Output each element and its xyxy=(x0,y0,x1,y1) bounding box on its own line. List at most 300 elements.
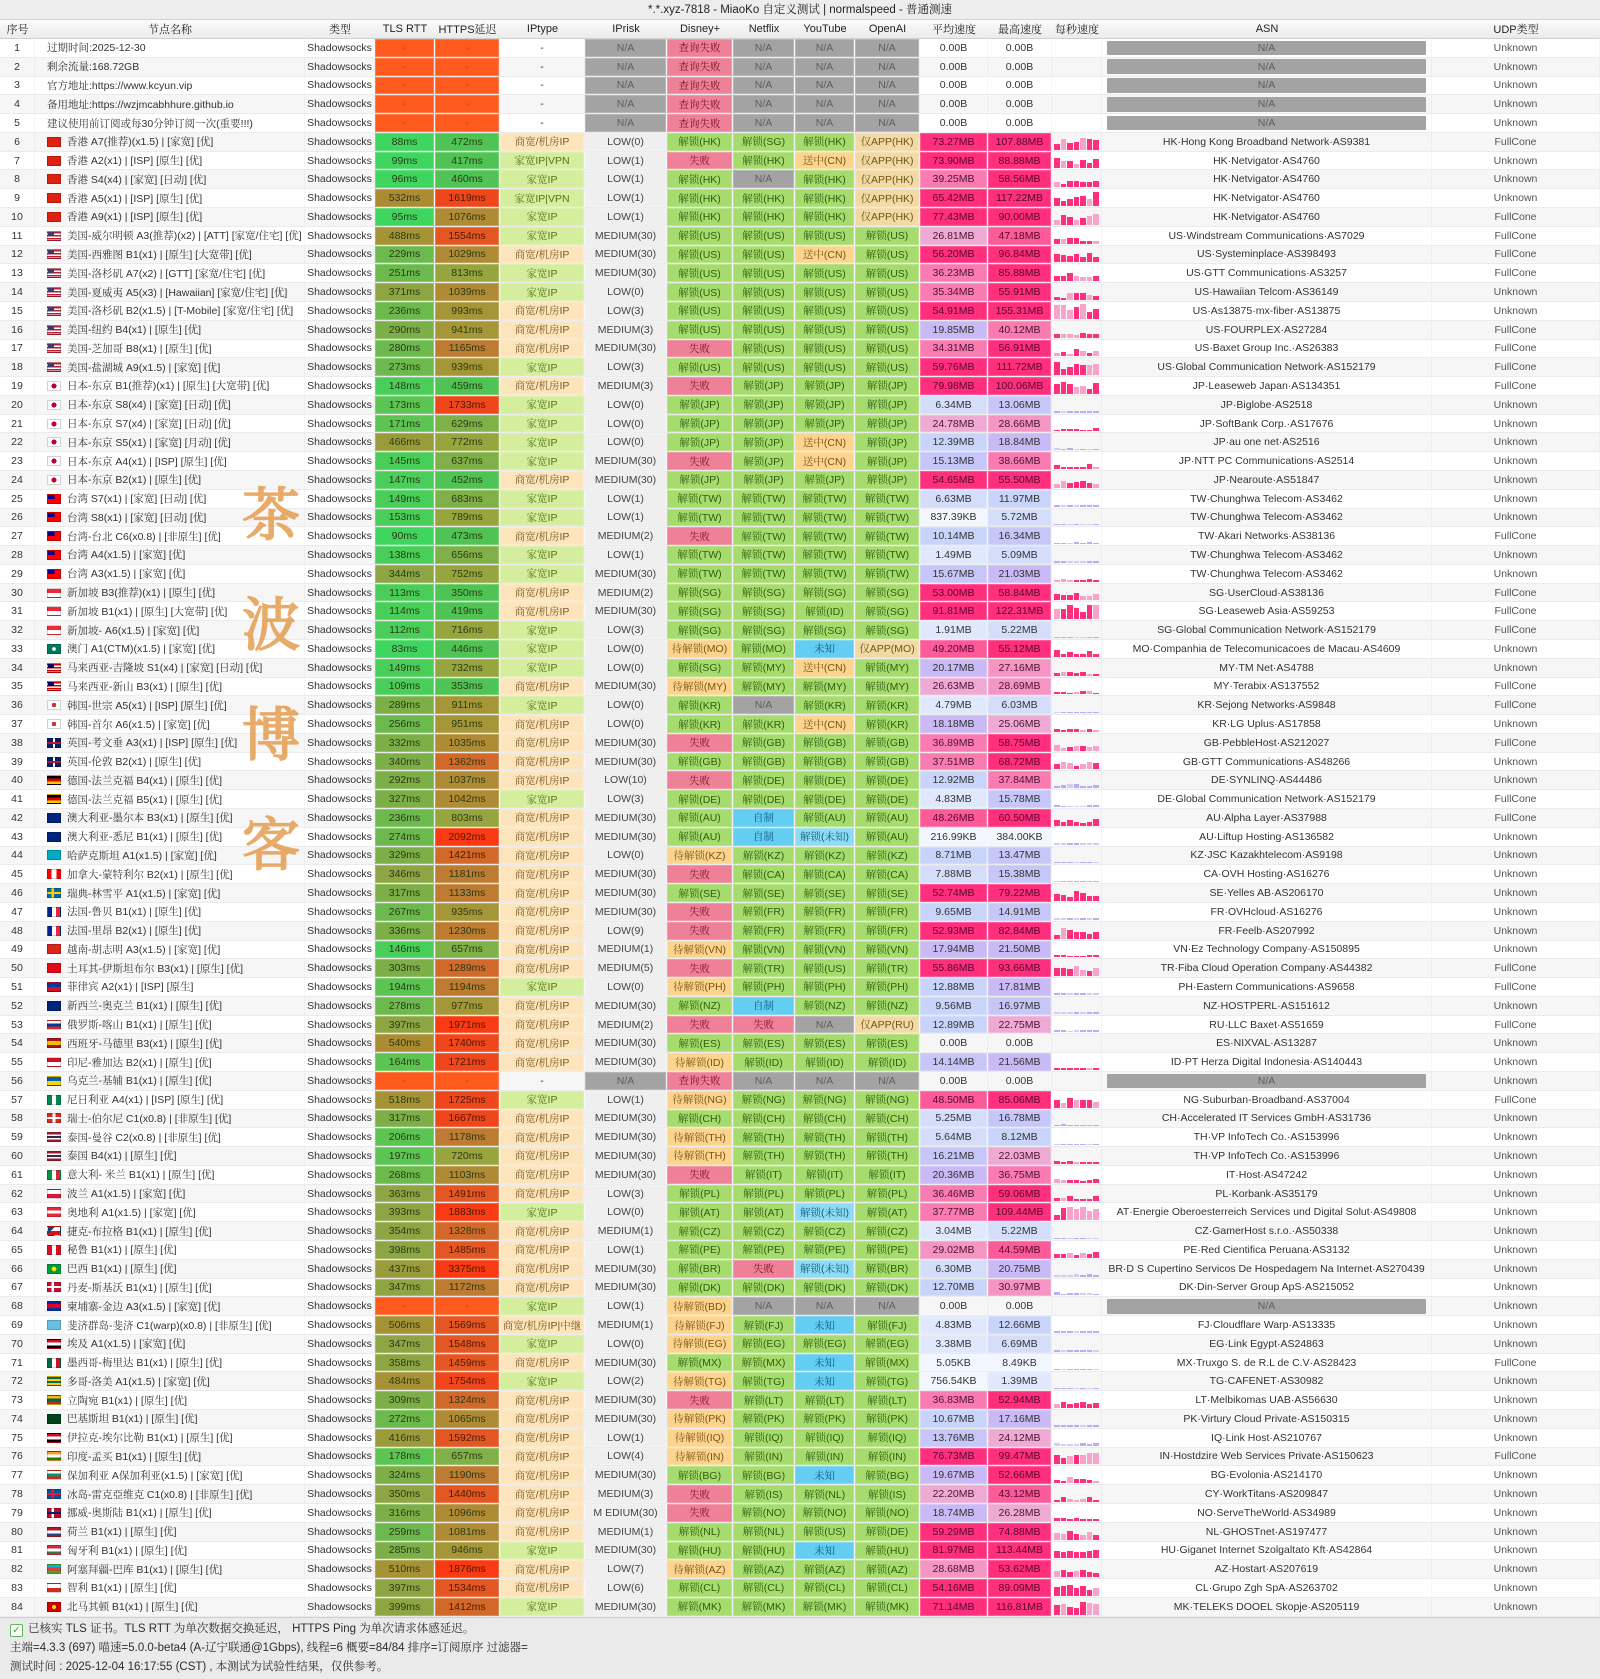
footer-note-line2: 主端=4.3.3 (697) 喵速=5.0.0-beta4 (A-辽宁联通@1Gbps), 线程=6 概要=84/84 排序=订阅原序 过滤器= xyxy=(10,1641,528,1654)
speed-sparkline xyxy=(1052,678,1101,696)
cell-per-second-speed xyxy=(1052,1429,1102,1447)
cell-per-second-speed xyxy=(1052,527,1102,545)
cell-asn: US·Hawaiian Telcom·AS36149 xyxy=(1102,283,1432,301)
cell-asn: US·Windstream Communications·AS7029 xyxy=(1102,227,1432,245)
cell-iptype: 商宽/机房IP xyxy=(500,1053,585,1071)
cell-iprisk: M EDIUM(30) xyxy=(585,1504,667,1522)
country-flag-icon xyxy=(47,287,61,297)
cell-openai: 解锁(GB) xyxy=(855,734,920,752)
speed-sparkline xyxy=(1052,1542,1101,1560)
cell-udp-type: Unknown xyxy=(1432,659,1600,677)
cell-iptype: 家宽IP xyxy=(500,1542,585,1560)
cell-asn: MY·Terabix·AS137552 xyxy=(1102,678,1432,696)
cell-openai: 解锁(VN) xyxy=(855,941,920,959)
cell-disney-plus: 待解锁(PH) xyxy=(667,978,733,996)
cell-netflix: 解锁(DE) xyxy=(733,771,795,789)
cell-node-name xyxy=(35,1560,305,1578)
cell-netflix: 解锁(TH) xyxy=(733,1147,795,1165)
cell-netflix: 解锁(SG) xyxy=(733,621,795,639)
table-row xyxy=(0,114,1600,133)
cell-avg-speed: 28.68MB xyxy=(920,1560,988,1578)
cell-openai: 仅APP(HK) xyxy=(855,189,920,207)
cell-iprisk: MEDIUM(30) xyxy=(585,471,667,489)
cell-https-latency: 656ms xyxy=(435,546,500,564)
cell-disney-plus: 解锁(HK) xyxy=(667,208,733,226)
cell-iptype: 家宽IP xyxy=(500,1203,585,1221)
cell-openai: 解锁(JP) xyxy=(855,433,920,451)
cell-per-second-speed xyxy=(1052,1147,1102,1165)
cell-node-name xyxy=(35,565,305,583)
cell-iptype: 家宽IP xyxy=(500,1297,585,1315)
cell-asn: DE·Global Communication Network·AS152179 xyxy=(1102,790,1432,808)
cell-node-name xyxy=(35,527,305,545)
cell-openai: 解锁(FJ) xyxy=(855,1316,920,1334)
cell-per-second-speed xyxy=(1052,659,1102,677)
cell-youtube: 解锁(PH) xyxy=(795,978,855,996)
cell-type: Shadowsocks xyxy=(305,903,375,921)
cell-tls-rtt: 332ms xyxy=(375,734,435,752)
cell-type: Shadowsocks xyxy=(305,1316,375,1334)
cell-https-latency: 1065ms xyxy=(435,1410,500,1428)
cell-type: Shadowsocks xyxy=(305,340,375,358)
cell-node-name xyxy=(35,415,305,433)
cell-tls-rtt: 397ms xyxy=(375,1016,435,1034)
cell-udp-type: Unknown xyxy=(1432,1260,1600,1278)
cell-youtube: 解锁(FR) xyxy=(795,903,855,921)
cell-netflix: 解锁(CH) xyxy=(733,1110,795,1128)
cell-max-speed: 6.03MB xyxy=(988,696,1052,714)
country-flag-icon xyxy=(47,268,61,278)
cell-per-second-speed xyxy=(1052,696,1102,714)
cell-tls-rtt: 145ms xyxy=(375,452,435,470)
cell-per-second-speed xyxy=(1052,1166,1102,1184)
cell-asn: JP·Biglobe·AS2518 xyxy=(1102,396,1432,414)
cell-avg-speed: 14.14MB xyxy=(920,1053,988,1071)
cell-openai: 解锁(NZ) xyxy=(855,997,920,1015)
cell-https-latency: 1289ms xyxy=(435,959,500,977)
speed-sparkline xyxy=(1052,1485,1101,1503)
cell-netflix: 解锁(GB) xyxy=(733,753,795,771)
cell-type: Shadowsocks xyxy=(305,715,375,733)
cell-openai: 解锁(HU) xyxy=(855,1542,920,1560)
cell-openai: 解锁(CA) xyxy=(855,865,920,883)
cell-iptype: 商宽/机房IP xyxy=(500,321,585,339)
cell-iptype: 商宽/机房IP xyxy=(500,847,585,865)
cell-index: 5 xyxy=(0,114,35,132)
cell-node-name xyxy=(35,152,305,170)
cell-netflix: 解锁(HK) xyxy=(733,189,795,207)
cell-netflix: 解锁(FR) xyxy=(733,903,795,921)
cell-type: Shadowsocks xyxy=(305,396,375,414)
cell-disney-plus: 失败 xyxy=(667,922,733,940)
column-header-netflix: Netflix xyxy=(748,23,780,35)
cell-avg-speed: 48.26MB xyxy=(920,809,988,827)
cell-avg-speed: 0.00B xyxy=(920,1072,988,1090)
table-row xyxy=(0,133,1600,152)
cell-max-speed: 25.06MB xyxy=(988,715,1052,733)
cell-iptype: 家宽IP xyxy=(500,509,585,527)
node-name-label: 美国-西雅图 B1(x1) | [原生] [大宽带] [优] xyxy=(67,248,252,261)
cell-per-second-speed xyxy=(1052,490,1102,508)
cell-udp-type: Unknown xyxy=(1432,1316,1600,1334)
cell-iprisk: LOW(1) xyxy=(585,1091,667,1109)
table-row xyxy=(0,509,1600,528)
cell-per-second-speed xyxy=(1052,227,1102,245)
cell-index: 67 xyxy=(0,1279,35,1297)
table-row xyxy=(0,189,1600,208)
cell-avg-speed: 26.63MB xyxy=(920,678,988,696)
node-name-label: 澳大利亚-墨尔本 B3(x1) | [原生] [优] xyxy=(67,812,233,825)
table-row xyxy=(0,264,1600,283)
cell-index: 44 xyxy=(0,847,35,865)
cell-max-speed: 0.00B xyxy=(988,77,1052,95)
cell-disney-plus: 解锁(CH) xyxy=(667,1110,733,1128)
cell-openai: N/A xyxy=(855,95,920,113)
cell-max-speed: 28.69MB xyxy=(988,678,1052,696)
cell-youtube: 解锁(ES) xyxy=(795,1034,855,1052)
cell-avg-speed: 26.81MB xyxy=(920,227,988,245)
table-row xyxy=(0,1485,1600,1504)
cell-asn: JP·SoftBank Corp.·AS17676 xyxy=(1102,415,1432,433)
cell-asn: N/A xyxy=(1102,39,1432,57)
cell-netflix: 解锁(PK) xyxy=(733,1410,795,1428)
cell-disney-plus: 待解锁(BD) xyxy=(667,1297,733,1315)
cell-udp-type: Unknown xyxy=(1432,471,1600,489)
country-flag-icon xyxy=(47,381,61,391)
cell-youtube: 解锁(CZ) xyxy=(795,1222,855,1240)
cell-node-name xyxy=(35,77,305,95)
cell-netflix: 解锁(IQ) xyxy=(733,1429,795,1447)
speed-sparkline xyxy=(1052,302,1101,320)
cell-node-name xyxy=(35,659,305,677)
cell-per-second-speed xyxy=(1052,471,1102,489)
cell-per-second-speed xyxy=(1052,809,1102,827)
cell-per-second-speed xyxy=(1052,1504,1102,1522)
cell-node-name xyxy=(35,227,305,245)
cell-youtube: N/A xyxy=(795,1016,855,1034)
speed-sparkline xyxy=(1052,828,1101,846)
cell-netflix: 解锁(IN) xyxy=(733,1448,795,1466)
node-name-label: 伊拉克-埃尔比勒 B1(x1) | [原生] [优] xyxy=(67,1432,233,1445)
cell-asn: SG·Leaseweb Asia·AS59253 xyxy=(1102,602,1432,620)
speed-sparkline xyxy=(1052,114,1101,132)
cell-netflix: 解锁(AT) xyxy=(733,1203,795,1221)
cell-tls-rtt: 278ms xyxy=(375,997,435,1015)
cell-https-latency: 1459ms xyxy=(435,1354,500,1372)
cell-index: 16 xyxy=(0,321,35,339)
cell-tls-rtt: 344ms xyxy=(375,565,435,583)
node-name-label: 巴基斯坦 B1(x1) | [原生] [优] xyxy=(67,1413,198,1426)
cell-iptype: 家宽IP xyxy=(500,621,585,639)
cell-per-second-speed xyxy=(1052,208,1102,226)
country-flag-icon xyxy=(47,794,61,804)
cell-https-latency: - xyxy=(435,39,500,57)
cell-index: 18 xyxy=(0,358,35,376)
cell-https-latency: 1165ms xyxy=(435,340,500,358)
country-flag-icon xyxy=(47,137,61,147)
cell-asn: N/A xyxy=(1102,114,1432,132)
cell-disney-plus: 解锁(SG) xyxy=(667,621,733,639)
table-row xyxy=(0,715,1600,734)
cell-tls-rtt: 95ms xyxy=(375,208,435,226)
cell-avg-speed: 13.76MB xyxy=(920,1429,988,1447)
cell-https-latency: 459ms xyxy=(435,377,500,395)
cell-netflix: 解锁(NG) xyxy=(733,1091,795,1109)
cell-netflix: N/A xyxy=(733,1297,795,1315)
country-flag-icon xyxy=(47,1282,61,1292)
cell-https-latency: - xyxy=(435,77,500,95)
cell-node-name xyxy=(35,753,305,771)
cell-iptype: 商宽/机房IP xyxy=(500,903,585,921)
cell-netflix: 解锁(DE) xyxy=(733,790,795,808)
cell-openai: 解锁(TR) xyxy=(855,959,920,977)
cell-https-latency: 1324ms xyxy=(435,1391,500,1409)
cell-iprisk: MEDIUM(30) xyxy=(585,1598,667,1616)
cell-tls-rtt: 280ms xyxy=(375,340,435,358)
cell-udp-type: FullCone xyxy=(1432,809,1600,827)
speed-sparkline xyxy=(1052,189,1101,207)
cell-node-name xyxy=(35,790,305,808)
table-row xyxy=(0,340,1600,359)
cell-https-latency: 720ms xyxy=(435,1147,500,1165)
country-flag-icon xyxy=(47,456,61,466)
cell-per-second-speed xyxy=(1052,997,1102,1015)
cell-youtube: 未知 xyxy=(795,640,855,658)
cell-index: 82 xyxy=(0,1560,35,1578)
table-row xyxy=(0,621,1600,640)
speed-sparkline xyxy=(1052,452,1101,470)
node-name-label: 丹麦-斯基沃 B1(x1) | [原生] [优] xyxy=(67,1281,212,1294)
cell-avg-speed: 16.21MB xyxy=(920,1147,988,1165)
cell-youtube: 解锁(US) xyxy=(795,959,855,977)
node-name-label: 俄罗斯-喀山 B1(x1) | [原生] [优] xyxy=(67,1019,212,1032)
cell-avg-speed: 81.97MB xyxy=(920,1542,988,1560)
cell-udp-type: FullCone xyxy=(1432,246,1600,264)
cell-node-name xyxy=(35,1166,305,1184)
cell-type: Shadowsocks xyxy=(305,1354,375,1372)
cell-youtube: 解锁(ID) xyxy=(795,602,855,620)
speed-sparkline xyxy=(1052,1297,1101,1315)
country-flag-icon xyxy=(47,1339,61,1349)
cell-disney-plus: 解锁(HU) xyxy=(667,1542,733,1560)
cell-https-latency: - xyxy=(435,114,500,132)
cell-openai: 解锁(MY) xyxy=(855,659,920,677)
cell-iptype: 家宽IP|VPN xyxy=(500,152,585,170)
cell-max-speed: 74.88MB xyxy=(988,1523,1052,1541)
cell-asn: HK·Hong Kong Broadband Network·AS9381 xyxy=(1102,133,1432,151)
cell-disney-plus: 查询失败 xyxy=(667,114,733,132)
cell-type: Shadowsocks xyxy=(305,978,375,996)
cell-asn: CH·Accelerated IT Services GmbH·AS31736 xyxy=(1102,1110,1432,1128)
cell-youtube: 解锁(MK) xyxy=(795,1598,855,1616)
cell-node-name xyxy=(35,490,305,508)
speed-sparkline xyxy=(1052,264,1101,282)
cell-youtube: 解锁(GB) xyxy=(795,753,855,771)
cell-iprisk: N/A xyxy=(585,77,667,95)
cell-per-second-speed xyxy=(1052,771,1102,789)
cell-type: Shadowsocks xyxy=(305,1128,375,1146)
cell-avg-speed: 36.46MB xyxy=(920,1185,988,1203)
cell-tls-rtt: 350ms xyxy=(375,1485,435,1503)
cell-disney-plus: 失败 xyxy=(667,527,733,545)
cell-asn: MX·Truxgo S. de R.L de C.V·AS28423 xyxy=(1102,1354,1432,1372)
cell-iprisk: MEDIUM(30) xyxy=(585,602,667,620)
node-name-label: 乌克兰-基辅 B1(x1) | [原生] [优] xyxy=(67,1075,212,1088)
cell-tls-rtt: 83ms xyxy=(375,640,435,658)
table-row xyxy=(0,1016,1600,1035)
cell-https-latency: 977ms xyxy=(435,997,500,1015)
speed-sparkline xyxy=(1052,1410,1101,1428)
column-header-type: 类型 xyxy=(329,24,351,36)
cell-type: Shadowsocks xyxy=(305,847,375,865)
watermark: 茶 波 博 客 xyxy=(242,483,301,878)
cell-max-speed: 0.00B xyxy=(988,95,1052,113)
cell-tls-rtt: 194ms xyxy=(375,978,435,996)
cell-tls-rtt: - xyxy=(375,114,435,132)
cell-max-speed: 12.66MB xyxy=(988,1316,1052,1334)
cell-disney-plus: 失败 xyxy=(667,771,733,789)
country-flag-icon xyxy=(47,1076,61,1086)
cell-avg-speed: 65.42MB xyxy=(920,189,988,207)
cell-youtube: 解锁(DE) xyxy=(795,790,855,808)
cell-udp-type: Unknown xyxy=(1432,715,1600,733)
cell-iptype: 商宽/机房IP xyxy=(500,1222,585,1240)
cell-index: 62 xyxy=(0,1185,35,1203)
cell-youtube: 解锁(GB) xyxy=(795,734,855,752)
cell-max-speed: 155.31MB xyxy=(988,302,1052,320)
speed-sparkline xyxy=(1052,1598,1101,1616)
node-name-label: 剩余流量:168.72GB xyxy=(47,61,140,74)
cell-max-speed: 21.03MB xyxy=(988,565,1052,583)
country-flag-icon xyxy=(47,663,61,673)
speed-sparkline xyxy=(1052,321,1101,339)
country-flag-icon xyxy=(47,1020,61,1030)
cell-tls-rtt: 347ms xyxy=(375,1279,435,1297)
cell-tls-rtt: - xyxy=(375,1297,435,1315)
cell-asn: SE·Yelles AB·AS206170 xyxy=(1102,884,1432,902)
cell-index: 74 xyxy=(0,1410,35,1428)
cell-avg-speed: 12.70MB xyxy=(920,1279,988,1297)
cell-disney-plus: 解锁(AU) xyxy=(667,809,733,827)
cell-node-name xyxy=(35,1598,305,1616)
cell-iprisk: N/A xyxy=(585,1072,667,1090)
cell-netflix: 解锁(US) xyxy=(733,321,795,339)
cell-tls-rtt: 518ms xyxy=(375,1091,435,1109)
cell-type: Shadowsocks xyxy=(305,884,375,902)
cell-netflix: 解锁(TH) xyxy=(733,1128,795,1146)
speed-sparkline xyxy=(1052,1016,1101,1034)
cell-openai: 解锁(AU) xyxy=(855,828,920,846)
cell-https-latency: 683ms xyxy=(435,490,500,508)
cell-youtube: 解锁(IN) xyxy=(795,1448,855,1466)
cell-youtube: 未知 xyxy=(795,1316,855,1334)
cell-udp-type: Unknown xyxy=(1432,546,1600,564)
node-name-label: 瑞典-林雪平 A1(x1.5) | [家宽] [优] xyxy=(67,887,221,900)
table-row xyxy=(0,490,1600,509)
cell-netflix: N/A xyxy=(733,1072,795,1090)
cell-openai: 解锁(JP) xyxy=(855,471,920,489)
cell-type: Shadowsocks xyxy=(305,1203,375,1221)
cell-avg-speed: 17.94MB xyxy=(920,941,988,959)
cell-openai: 解锁(SG) xyxy=(855,584,920,602)
cell-tls-rtt: 267ms xyxy=(375,903,435,921)
table-row xyxy=(0,771,1600,790)
country-flag-icon xyxy=(47,325,61,335)
cell-asn: CY·WorkTitans·AS209847 xyxy=(1102,1485,1432,1503)
cell-https-latency: 657ms xyxy=(435,1448,500,1466)
cell-index: 24 xyxy=(0,471,35,489)
column-header-https-latency: HTTPS延迟 xyxy=(438,24,497,36)
cell-type: Shadowsocks xyxy=(305,865,375,883)
cell-avg-speed: 0.00B xyxy=(920,77,988,95)
cell-tls-rtt: 146ms xyxy=(375,941,435,959)
cell-type: Shadowsocks xyxy=(305,1335,375,1353)
cell-youtube: 解锁(NO) xyxy=(795,1504,855,1522)
cell-node-name xyxy=(35,114,305,132)
cell-index: 50 xyxy=(0,959,35,977)
cell-iptype: 商宽/机房IP xyxy=(500,1448,585,1466)
speed-sparkline xyxy=(1052,170,1101,188)
cell-netflix: 解锁(US) xyxy=(733,227,795,245)
cell-iprisk: LOW(3) xyxy=(585,358,667,376)
cell-https-latency: 1883ms xyxy=(435,1203,500,1221)
cell-udp-type: Unknown xyxy=(1432,1466,1600,1484)
cell-tls-rtt: 164ms xyxy=(375,1053,435,1071)
cell-node-name xyxy=(35,39,305,57)
table-row xyxy=(0,452,1600,471)
cell-https-latency: 911ms xyxy=(435,696,500,714)
cell-tls-rtt: 268ms xyxy=(375,1166,435,1184)
cell-node-name xyxy=(35,189,305,207)
node-name-label: 西班牙-马德里 B3(x1) | [原生] [优] xyxy=(67,1037,222,1050)
cell-https-latency: 1328ms xyxy=(435,1222,500,1240)
country-flag-icon xyxy=(47,1245,61,1255)
cell-tls-rtt: - xyxy=(375,39,435,57)
cell-index: 4 xyxy=(0,95,35,113)
cell-iptype: 商宽/机房IP xyxy=(500,884,585,902)
cell-udp-type: Unknown xyxy=(1432,1429,1600,1447)
speed-sparkline xyxy=(1052,1466,1101,1484)
cell-iprisk: N/A xyxy=(585,95,667,113)
country-flag-icon xyxy=(47,1395,61,1405)
cell-youtube: 解锁(JP) xyxy=(795,396,855,414)
cell-openai: 解锁(FR) xyxy=(855,922,920,940)
cell-iptype: 商宽/机房IP xyxy=(500,1466,585,1484)
cell-tls-rtt: 397ms xyxy=(375,1579,435,1597)
cell-iprisk: LOW(0) xyxy=(585,283,667,301)
cell-iprisk: MEDIUM(30) xyxy=(585,1260,667,1278)
cell-udp-type: Unknown xyxy=(1432,1034,1600,1052)
cell-disney-plus: 解锁(GB) xyxy=(667,753,733,771)
cell-index: 36 xyxy=(0,696,35,714)
node-name-label: 香港 S4(x4) | [家宽] [日动] [优] xyxy=(67,173,207,186)
speed-sparkline xyxy=(1052,959,1101,977)
cell-type: Shadowsocks xyxy=(305,584,375,602)
cell-openai: 解锁(EG) xyxy=(855,1335,920,1353)
cell-disney-plus: 待解锁(TH) xyxy=(667,1128,733,1146)
speed-sparkline xyxy=(1052,1128,1101,1146)
node-name-label: 马来西亚-新山 B3(x1) | [原生] [优] xyxy=(67,680,222,693)
cell-per-second-speed xyxy=(1052,903,1102,921)
node-name-label: 多哥-洛美 A1(x1.5) | [家宽] [优] xyxy=(67,1375,210,1388)
cell-netflix: 解锁(HK) xyxy=(733,152,795,170)
cell-udp-type: Unknown xyxy=(1432,1485,1600,1503)
cell-https-latency: 419ms xyxy=(435,602,500,620)
cell-type: Shadowsocks xyxy=(305,358,375,376)
cell-disney-plus: 解锁(US) xyxy=(667,264,733,282)
cell-type: Shadowsocks xyxy=(305,77,375,95)
cell-per-second-speed xyxy=(1052,565,1102,583)
